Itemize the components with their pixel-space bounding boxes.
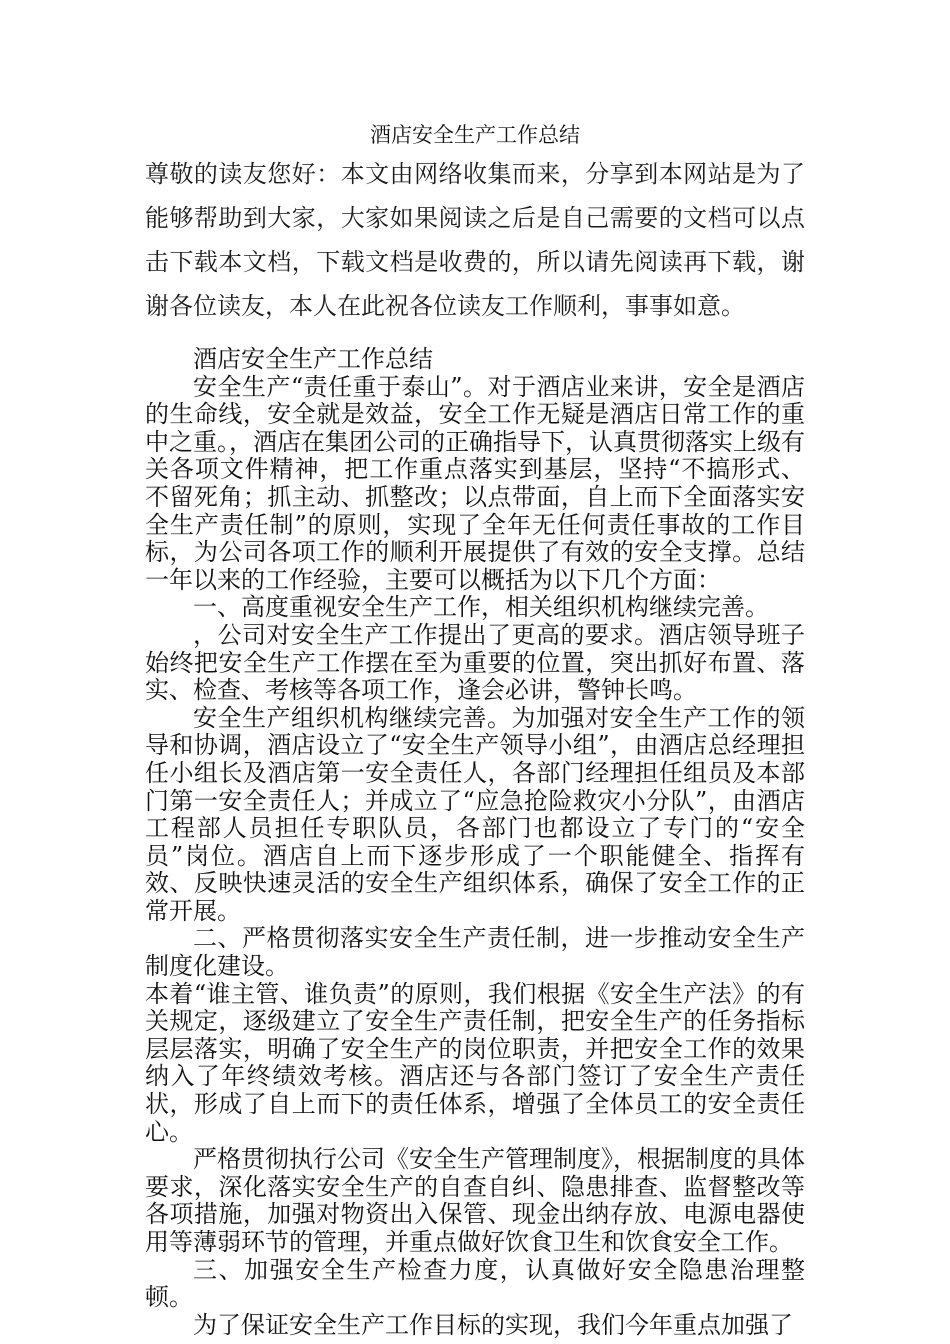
- section-heading-1: 一、高度重视安全生产工作，相关组织机构继续完善。: [193, 593, 769, 622]
- paragraph-regulations: 严格贯彻执行公司《安全生产管理制度》，根据制度的具体要求，深化落实安全生产的自查自纠、隐患排查、监督整改等各项措施，加强对物资出入保管、现金出纳存放、电源电器使用等薄弱环节的管理，并重点做好饮食卫生和饮食安全工作。: [145, 1145, 805, 1256]
- section-heading-2: 二、严格贯彻落实安全生产责任制，进一步推动安全生产制度化建设。: [145, 924, 805, 981]
- document-body: [145, 346, 805, 1339]
- reader-notice: 尊敬的读友您好：本文由网络收集而来，分享到本网站是为了能够帮助到大家，大家如果阅读之后是自己需要的文档可以点击下载本文档，下载文档是收费的，所以请先阅读再下载，谢谢各位读友，本人在此祝各位读友工作顺利，事事如意。: [145, 160, 805, 320]
- paragraph-organization: 安全生产组织机构继续完善。为加强对安全生产工作的领导和协调，酒店设立了“安全生产领导小组”，由酒店总经理担任小组长及酒店第一安全责任人，各部门经理担任组员及本部门第一安全责任人；并成立了“应急抢险救灾小分队”，由酒店工程部人员担任专职队员，各部门也都设立了专门的“安全员”岗位。酒店自上而下逐步形成了一个职能健全、指挥有效、反映快速灵活的安全生产组织体系，确保了安全工作的正常开展。: [145, 703, 805, 925]
- paragraph-leadership: ，公司对安全生产工作提出了更高的要求。酒店领导班子始终把安全生产工作摆在至为重要的位置，突出抓好布置、落实、检查、考核等各项工作，逢会必讲，警钟长鸣。: [145, 620, 805, 705]
- document-title: 酒店安全生产工作总结: [370, 123, 580, 147]
- body-heading: 酒店安全生产工作总结: [193, 345, 433, 373]
- paragraph-responsibility: 本着“谁主管、谁负责”的原则，我们根据《安全生产法》的有关规定，逐级建立了安全生产责任制，把安全生产的任务指标层层落实，明确了安全生产的岗位职责，并把安全工作的效果纳入了年终绩效考核。酒店还与各部门签订了安全生产责任状，形成了自上而下的责任体系，增强了全体员工的安全责任心。: [145, 979, 805, 1146]
- paragraph-intro: 安全生产“责任重于泰山”。对于酒店业来讲，安全是酒店的生命线，安全就是效益，安全工作无疑是酒店日常工作的重中之重。，酒店在集团公司的正确指导下，认真贯彻落实上级有关各项文件精神，把工作重点落实到基层，坚持“不搞形式、不留死角；抓主动、抓整改；以点带面，自上而下全面落实安全生产责任制”的原则，实现了全年无任何责任事故的工作目标，为公司各项工作的顺利开展提供了有效的安全支撑。总结一年以来的工作经验，主要可以概括为以下几个方面：: [145, 372, 805, 594]
- paragraph-inspection: 为了保证安全生产工作目标的实现，我们今年重点加强了: [193, 1310, 793, 1339]
- section-heading-3: 三、加强安全生产检查力度，认真做好安全隐患治理整顿。: [145, 1255, 805, 1312]
